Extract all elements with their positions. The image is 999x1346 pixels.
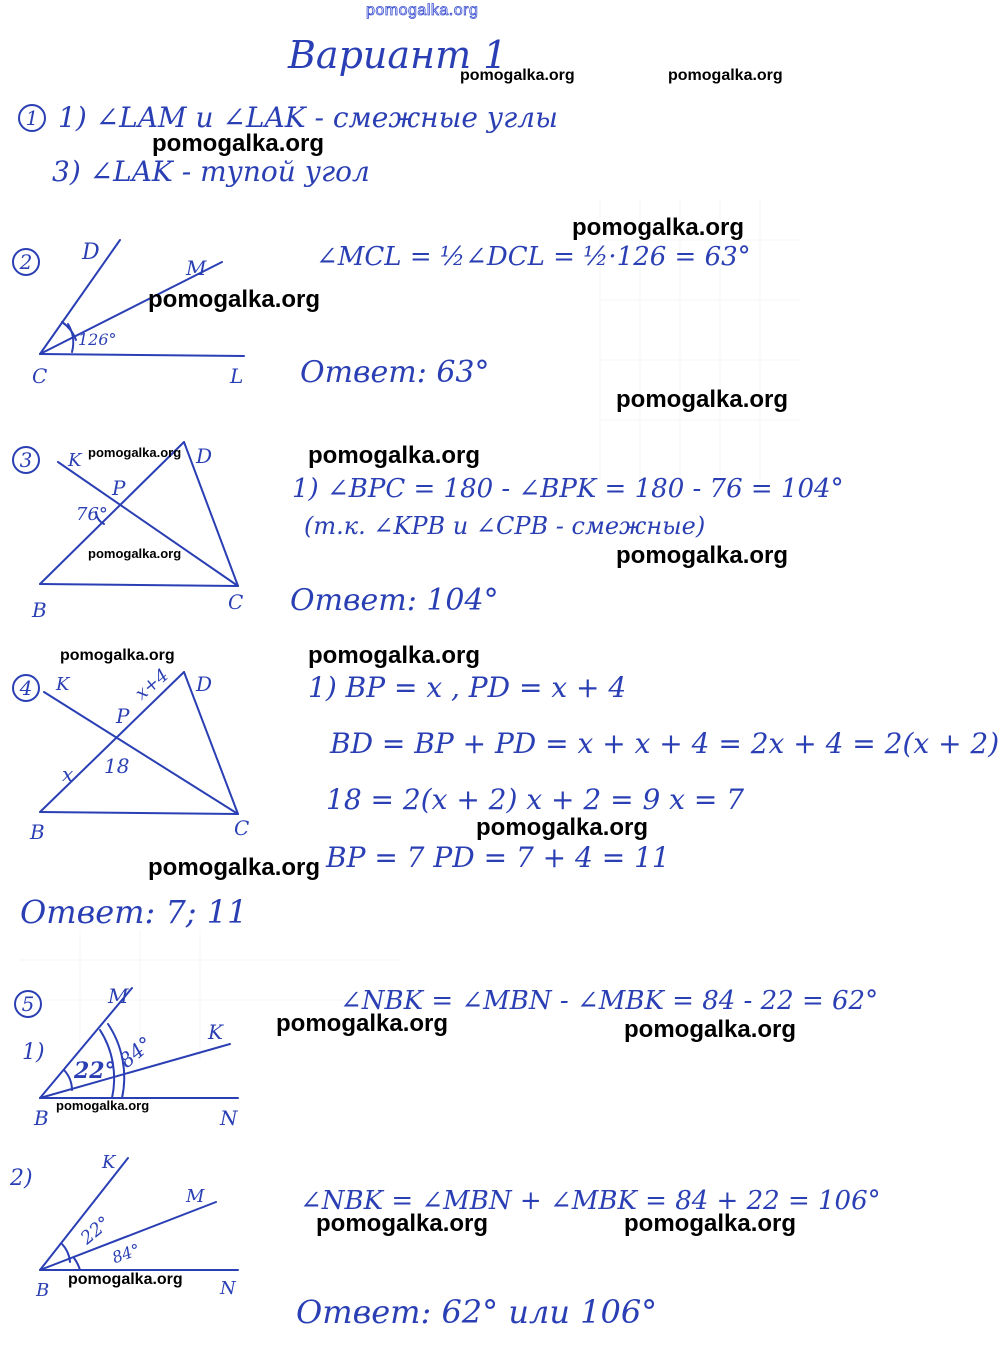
task5-case2-label-k: K [102, 1152, 116, 1173]
task5-case2-label-b: B [36, 1280, 50, 1301]
task2-number: 2 [12, 248, 40, 276]
task3-label-b: B [32, 598, 47, 622]
watermark: pomogalka.org [148, 286, 321, 313]
task5-number: 5 [14, 990, 42, 1018]
task4-label-k: K [56, 674, 70, 695]
task1-line1: 1) ∠LAM и ∠LAK - смежные углы [58, 101, 558, 134]
watermark: pomogalka.org [152, 130, 325, 157]
task4-number: 4 [12, 674, 40, 702]
task5-case1-angle22: 22° [74, 1058, 116, 1084]
watermark: pomogalka.org [276, 1010, 449, 1037]
watermark: pomogalka.org [624, 1210, 797, 1237]
task5-case2-label-m: M [186, 1186, 205, 1207]
task5-case2-label-n: N [220, 1278, 236, 1299]
task5-case1-label-n: N [220, 1106, 238, 1130]
task1-number: 1 [18, 104, 46, 132]
task4-label-18: 18 [104, 754, 130, 778]
task5-case2-label: 2) [10, 1166, 33, 1191]
task2-angle: 126° [78, 330, 117, 349]
task4-line3: 18 = 2(x + 2) x + 2 = 9 x = 7 [326, 783, 745, 816]
task5-case1-angle84: 84° [114, 1031, 158, 1073]
watermark: pomogalka.org [56, 1098, 150, 1113]
task2-label-c: C [32, 364, 48, 388]
watermark: pomogalka.org [476, 814, 649, 841]
task5-case2-angle22: 22° [76, 1212, 115, 1249]
task3-answer: Ответ: 104° [290, 583, 499, 618]
task5-case2-angle84: 84° [109, 1239, 143, 1268]
watermark: pomogalka.org [316, 1210, 489, 1237]
task4-label-d: D [196, 672, 213, 696]
task5-case1-formula: ∠NBK = ∠MBN - ∠MBK = 84 - 22 = 62° [340, 986, 879, 1016]
task1-line2: 3) ∠LAK - тупой угол [52, 155, 370, 188]
task4-answer: Ответ: 7; 11 [20, 893, 248, 931]
task3-number: 3 [12, 446, 40, 474]
task4-line2: BD = BP + PD = x + x + 4 = 2x + 4 = 2(x + 2) [330, 727, 999, 760]
task4-label-x: x [62, 762, 74, 786]
task5-case2-formula: ∠NBK = ∠MBN + ∠MBK = 84 + 22 = 106° [300, 1186, 881, 1216]
task5-answer: Ответ: 62° или 106° [296, 1293, 658, 1331]
task3-label-p: P [112, 476, 126, 500]
watermark: pomogalka.org [668, 67, 783, 84]
task3-angle: 76° [76, 504, 108, 525]
watermark: pomogalka.org [616, 386, 789, 413]
task4-line4: BP = 7 PD = 7 + 4 = 11 [326, 841, 670, 874]
watermark: pomogalka.org [88, 445, 182, 460]
watermark: pomogalka.org [308, 442, 481, 469]
task3-label-d: D [196, 444, 213, 468]
task2-label-m: M [186, 256, 207, 280]
task4-line1: 1) BP = x , PD = x + 4 [308, 671, 627, 704]
task2-label-d: D [82, 240, 100, 265]
task3-label-c: C [228, 590, 244, 614]
watermark: pomogalka.org [624, 1016, 797, 1043]
task3-label-k: K [68, 450, 82, 471]
watermark: pomogalka.org [148, 854, 321, 881]
task2-answer: Ответ: 63° [300, 355, 490, 390]
task2-formula: ∠MCL = ½∠DCL = ½·126 = 63° [316, 242, 751, 272]
page-title: Вариант 1 [288, 33, 508, 77]
top-watermark: pomogalka.org [366, 2, 479, 19]
task5-case1-label-b: B [34, 1106, 49, 1130]
task5-case1-label: 1) [22, 1040, 45, 1065]
task2-label-l: L [230, 364, 244, 388]
task5-case1-label-m: M [108, 984, 129, 1008]
task3-line2: (т.к. ∠KPB и ∠CPB - смежные) [304, 512, 706, 540]
watermark: pomogalka.org [616, 542, 789, 569]
watermark: pomogalka.org [308, 642, 481, 669]
watermark: pomogalka.org [460, 67, 575, 84]
task4-label-c: C [234, 816, 250, 840]
watermark: pomogalka.org [60, 647, 175, 664]
task4-label-p: P [116, 704, 130, 728]
task4-label-x4: x+4 [131, 664, 173, 705]
watermark: pomogalka.org [572, 214, 745, 241]
task5-case1-label-k: K [208, 1020, 223, 1044]
watermark: pomogalka.org [88, 546, 182, 561]
watermark: pomogalka.org [68, 1271, 183, 1288]
task4-label-b: B [30, 820, 45, 844]
task3-line1: 1) ∠BPC = 180 - ∠BPK = 180 - 76 = 104° [292, 474, 844, 504]
